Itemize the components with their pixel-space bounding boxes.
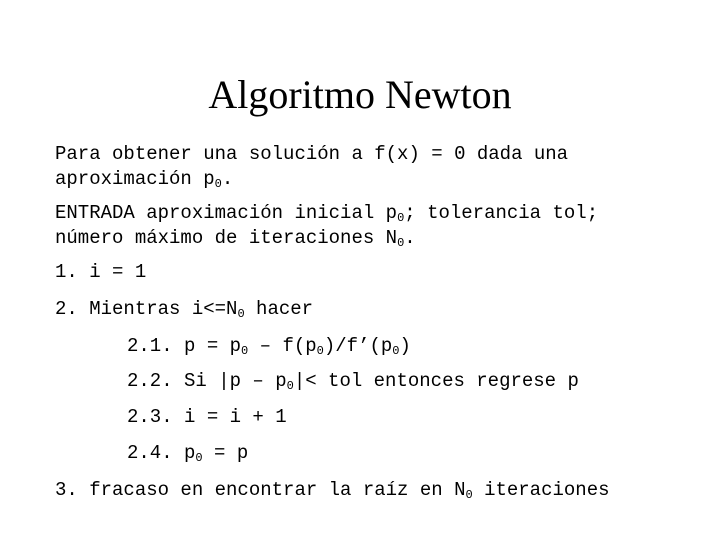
- step-2-2-text-b: |< tol entonces regrese p: [293, 370, 579, 392]
- step-2-4-text-a: 2.4. p: [127, 442, 196, 464]
- step-2-3: 2.3. i = i + 1: [127, 406, 287, 428]
- entrada-text-c: número máximo de iteraciones N: [55, 227, 398, 249]
- entrada-text-a: ENTRADA aproximación inicial p: [55, 202, 398, 224]
- intro-end: .: [221, 168, 234, 190]
- step-2-1-text-d: ): [399, 335, 411, 357]
- step-3-text-b: iteraciones: [472, 479, 610, 501]
- step-2-1: [127, 334, 411, 358]
- subscript: 0: [397, 211, 405, 225]
- subscript: 0: [286, 379, 294, 393]
- step-2: [55, 297, 313, 321]
- slide-title: Algoritmo Newton: [208, 72, 512, 117]
- subscript: 0: [241, 344, 249, 358]
- intro-text: aproximación p: [55, 168, 215, 190]
- step-2-1-text-b: – f(p: [248, 335, 317, 357]
- subscript: 0: [465, 488, 473, 502]
- step-2-4: [127, 441, 248, 465]
- subscript: 0: [214, 177, 222, 191]
- step-2-2-text-a: 2.2. Si |p – p: [127, 370, 287, 392]
- intro-line-1: Para obtener una solución a f(x) = 0 dada una: [55, 143, 569, 165]
- step-1: 1. i = 1: [55, 261, 147, 283]
- step-2-end: hacer: [244, 298, 314, 320]
- intro-line-2: [55, 167, 233, 191]
- step-2-1-text-c: )/f’(p: [323, 335, 393, 357]
- step-2-text: 2. Mientras i<=N: [55, 298, 238, 320]
- subscript: 0: [237, 307, 245, 321]
- entrada-text-d: .: [404, 227, 416, 249]
- entrada-line-2: [55, 226, 416, 250]
- step-2-1-text-a: 2.1. p = p: [127, 335, 242, 357]
- step-3: [55, 478, 610, 502]
- subscript: 0: [392, 344, 400, 358]
- step-2-4-text-b: = p: [202, 442, 249, 464]
- entrada-text-b: ; tolerancia tol;: [404, 202, 599, 224]
- step-3-text-a: 3. fracaso en encontrar la raíz en N: [55, 479, 466, 501]
- step-2-2: [127, 369, 579, 393]
- subscript: 0: [397, 236, 405, 250]
- subscript: 0: [316, 344, 324, 358]
- subscript: 0: [195, 451, 203, 465]
- entrada-line-1: [55, 201, 598, 225]
